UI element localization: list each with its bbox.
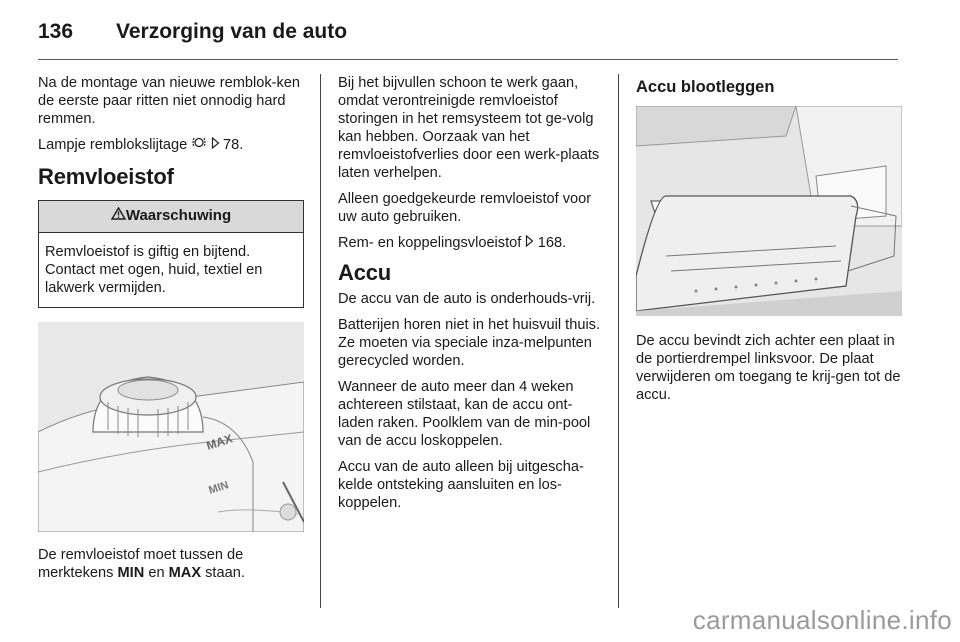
section-heading-battery: Accu: [338, 260, 391, 285]
page-reference-icon: [211, 138, 223, 152]
column-1: [38, 74, 304, 590]
text: Rem- en koppelingsvloeistof: [338, 235, 522, 251]
page-reference[interactable]: 78.: [223, 137, 244, 153]
min-label: MIN: [117, 565, 145, 581]
paragraph: Batterijen horen niet in het huisvuil thuis. Ze moeten via speciale inza-melpunten gerecycled worden.: [338, 317, 601, 369]
paragraph: Bij het bijvullen schoon te werk gaan, omdat verontreinigde remvloeistof storingen in het remsysteem tot ge-volg kan hebben. Oorzaak van het remvloeistofverlies door een werk-plaats laten verhelpen.: [338, 75, 600, 181]
text: en: [148, 565, 165, 581]
brake-fluid-reservoir-illustration: [38, 322, 304, 532]
warning-title-text: Waarschuwing: [125, 207, 232, 224]
paragraph-brake-lamp: [38, 136, 304, 154]
paragraph: De accu bevindt zich achter een plaat in de portierdrempel linksvoor. De plaat verwijderen om toegang te krij-gen tot de accu.: [636, 333, 901, 403]
watermark: carmanualsonline.info: [692, 605, 952, 635]
text: De remvloeistof moet tussen de merktekens: [38, 547, 244, 581]
paragraph: De accu van de auto is onderhouds-vrij.: [338, 291, 596, 307]
section-heading-brake-fluid: Remvloeistof: [38, 164, 174, 189]
paragraph: Accu van de auto alleen bij uitgescha-kelde ontsteking aansluiten en los-koppelen.: [338, 459, 584, 511]
paragraph-fluid-ref: [338, 234, 604, 252]
brake-wear-icon: [191, 138, 210, 152]
paragraph: Alleen goedgekeurde remvloeistof voor uw auto gebruiken.: [338, 191, 592, 225]
subsection-heading: Accu blootleggen: [636, 78, 775, 96]
warning-triangle-icon: [111, 207, 126, 224]
door-sill-battery-cover-illustration: [636, 106, 902, 316]
text: Lampje remblokslijtage: [38, 137, 188, 153]
max-mark-label: MAX: [204, 431, 235, 453]
paragraph: Wanneer de auto meer dan 4 weken achtereen stilstaat, kan de accu ont-laden raken. Poolklem van de min-pool van de accu loskoppelen.: [338, 379, 591, 449]
column-2: [338, 74, 604, 520]
warning-title: [39, 201, 303, 233]
reservoir-caption: [38, 546, 304, 582]
page-title: Verzorging van de auto: [116, 20, 348, 43]
page-number: 136: [38, 20, 74, 43]
header-rule: [38, 59, 898, 60]
page-header: [38, 20, 347, 44]
page-reference[interactable]: 168.: [537, 235, 567, 251]
column-divider-1: [320, 74, 321, 608]
page-reference-icon: [525, 236, 537, 250]
min-mark-label: MIN: [207, 479, 231, 497]
column-3: [636, 74, 902, 412]
max-label: MAX: [168, 565, 202, 581]
column-divider-2: [618, 74, 619, 608]
text: staan.: [205, 565, 245, 581]
warning-text: Remvloeistof is giftig en bijtend. Contact met ogen, huid, textiel en lakwerk vermijden.: [45, 244, 263, 296]
warning-box: [38, 200, 304, 308]
paragraph: Na de montage van nieuwe remblok-ken de eerste paar ritten niet onnodig hard remmen.: [38, 75, 301, 127]
